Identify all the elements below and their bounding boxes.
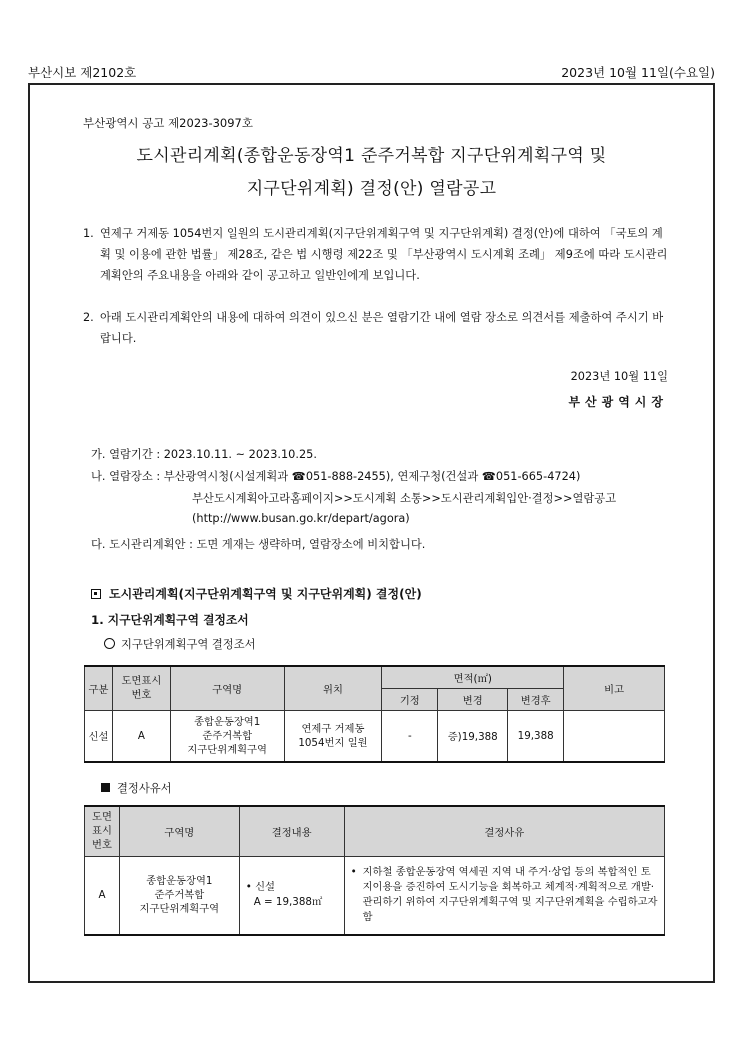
reason-bullet: • [350,866,357,879]
paragraph-number: 1. [83,227,94,240]
cell-decision-reason [344,856,664,935]
col-header-after: 변경후 [508,688,564,710]
col-header-zone-name: 구역명 [170,666,284,710]
col-header-existing: 기정 [382,688,438,710]
col-header-decision-content: 결정내용 [239,806,344,856]
paragraph-number: 2. [83,311,94,324]
col-header-change: 변경 [438,688,508,710]
zone-decision-table [84,665,665,763]
decision-type: • 신설 [245,881,275,894]
cell-domyeon: A [112,710,170,762]
table1-caption [104,636,256,652]
table-row [85,710,665,762]
paragraph-2 [83,307,668,349]
table2-caption [101,780,172,796]
inspection-place-url: (http://www.busan.go.kr/depart/agora) [192,512,410,525]
col-header-zone-name: 구역명 [119,806,239,856]
paragraph-text: 아래 도시관리계획안의 내용에 대하여 의견이 있으신 분은 열람기간 내에 열람 장소로 의견서를 제출하여 주시기 바랍니다. [100,311,664,345]
bulletin-date: 2023년 10월 11일(수요일) [561,65,715,80]
table2-caption-text: 결정사유서 [117,782,172,795]
section-heading [91,585,422,602]
cell-zone-name: 종합운동장역1 준주거복합 지구단위계획구역 [119,856,239,935]
col-header-location: 위치 [284,666,382,710]
col-header-note: 비고 [564,666,665,710]
checkbox-square-icon [91,589,101,599]
col-header-decision-reason: 결정사유 [344,806,664,856]
bulletin-issue: 부산시보 제2102호 [28,65,137,80]
decision-area: A = 19,388㎡ [253,896,323,909]
cell-change: 증)19,388 [438,710,508,762]
col-header-domyeon: 도면표시 번호 [112,666,170,710]
reason-text: 지하철 종합운동장역 역세권 지역 내 주거·상업 등의 복합적인 토지이용을 증진하여 도시기능을 회복하고 체계적·계획적으로 개발·관리하기 위하여 지구단위계획구역 및 지구단위계획을 수립하고자 함 [362,866,658,924]
col-header-area: 면적(㎡) [382,666,564,688]
section-heading-text: 도시관리계획(지구단위계획구역 및 지구단위계획) 결정(안) [109,587,422,601]
cell-domyeon: A [85,856,120,935]
col-header-gubun: 구분 [85,666,113,710]
cell-after: 19,388 [508,710,564,762]
notice-title-line1: 도시관리계획(종합운동장역1 준주거복합 지구단위계획구역 및 [136,146,607,166]
cell-note [564,710,665,762]
cell-gubun: 신설 [85,710,113,762]
inspection-period: 가. 열람기간 : 2023.10.11. ~ 2023.10.25. [91,448,317,461]
notice-date: 2023년 10월 11일 [570,370,668,383]
circle-bullet-icon [104,638,115,649]
inspection-place: 나. 열람장소 : 부산광역시청(시설계획과 ☎051-888-2455), 연제구청(건설과 ☎051-665-4724) [91,470,581,483]
inspection-place-website: 부산도시계획아고라홈페이지>>도시계획 소통>>도시관리계획입안·결정>>열람공고 [192,492,617,505]
cell-zone-name: 종합운동장역1 준주거복합 지구단위계획구역 [170,710,284,762]
cell-existing: - [382,710,438,762]
table-row [85,856,665,935]
paragraph-1 [83,223,668,286]
plan-drawing-note: 다. 도시관리계획안 : 도면 게재는 생략하며, 열람장소에 비치합니다. [91,538,426,551]
notice-signer: 부산광역시장 [568,395,668,409]
square-bullet-icon [101,783,110,792]
table1-caption-text: 지구단위계획구역 결정조서 [121,638,256,651]
sub-heading: 1. 지구단위계획구역 결정조서 [91,613,249,627]
col-header-domyeon: 도면 표시 번호 [85,806,120,856]
decision-reason-table [84,805,665,936]
notice-number: 부산광역시 공고 제2023-3097호 [83,116,253,130]
cell-location: 연제구 거제동 1054번지 일원 [284,710,382,762]
notice-title-line2: 지구단위계획) 결정(안) 열람공고 [246,179,497,199]
cell-decision-content [239,856,344,935]
paragraph-text: 연제구 거제동 1054번지 일원의 도시관리계획(지구단위계획구역 및 지구단위계획) 결정(안)에 대하여 「국토의 계획 및 이용에 관한 법률」 제28조, 같은 법 시행령 제22조 및 「부산광역시 도시계획 조례」 제9조에 따라 도시관리계획안의 주요내용을 아래와 같이 공고하고 일반인에게 보입니다. [100,227,668,282]
